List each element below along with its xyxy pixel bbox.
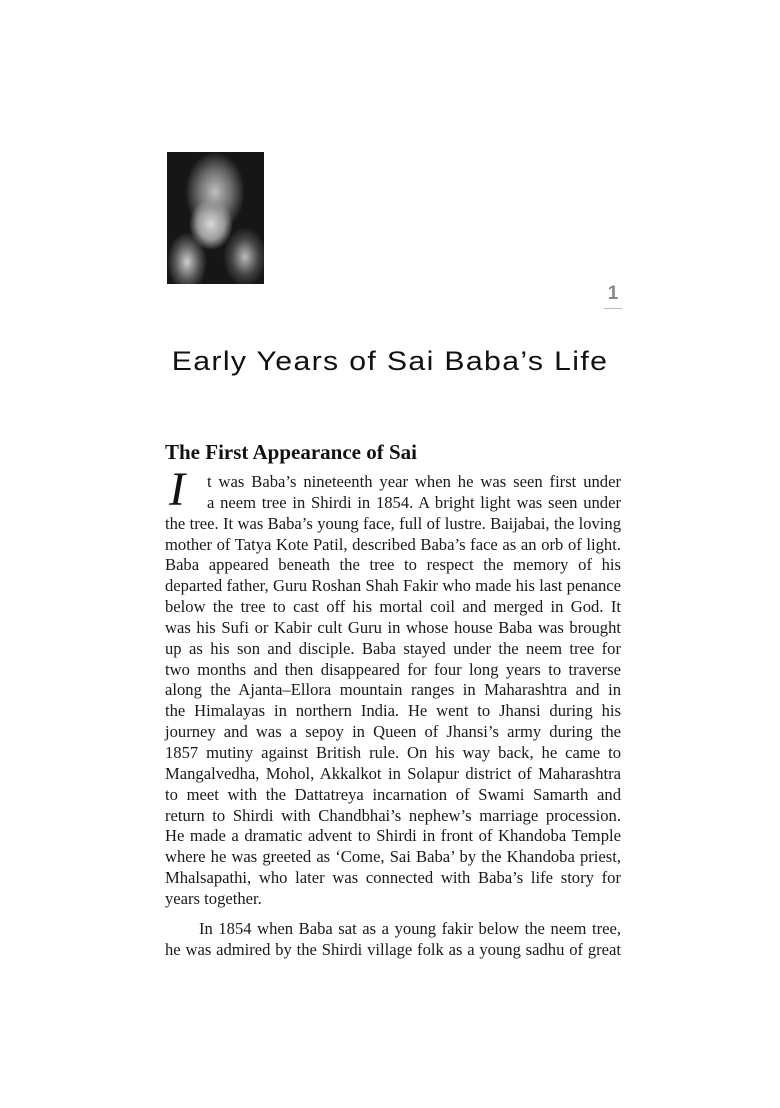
text-line: departed father, Guru Roshan Shah Fakir who made his last penance [165,576,621,596]
text-line: along the Ajanta–Ellora mountain ranges in Maharashtra and in [165,680,621,700]
text-line: he was admired by the Shirdi village folk as a young sadhu of great [165,939,621,959]
sai-baba-photo [167,152,264,284]
body-text [165,463,621,960]
text-line: years together. [165,888,262,908]
text-line: mother of Tatya Kote Patil, described Baba’s face as an orb of light. [165,534,621,554]
text-line: a neem tree in Shirdi in 1854. A bright light was seen under [207,492,621,512]
text-line: up as his son and disciple. Baba stayed under the neem tree for [165,638,621,658]
paragraph-1 [165,472,621,910]
text-line: In 1854 when Baba sat as a young fakir below the neem tree, [199,918,621,938]
chapter-title: Early Years of Sai Baba’s Life [171,346,609,376]
section-heading: The First Appearance of Sai [165,440,417,464]
text-line: the Himalayas in northern India. He went to Jhansi during his [165,701,621,721]
paragraph-2 [165,919,621,961]
text-line: to meet with the Dattatreya incarnation of Swami Samarth and [165,784,621,804]
text-line: Mangalvedha, Mohol, Akkalkot in Solapur district of Maharashtra [165,763,621,783]
text-line: t was Baba’s nineteenth year when he was seen first under [207,472,621,491]
text-line: journey and was a sepoy in Queen of Jhansi’s army during the [165,722,621,742]
drop-cap: I [169,463,185,516]
text-line: Baba appeared beneath the tree to respect the memory of his [165,555,621,575]
text-line: return to Shirdi with Chandbhai’s nephew’s marriage procession. [165,805,621,825]
text-line: two months and then disappeared for four long years to traverse [165,659,621,679]
text-line: He made a dramatic advent to Shirdi in front of Khandoba Temple [165,826,621,846]
text-line: the tree. It was Baba’s young face, full of lustre. Baijabai, the loving [165,513,621,533]
text-line: was his Sufi or Kabir cult Guru in whose house Baba was brought [165,617,621,637]
text-line: where he was greeted as ‘Come, Sai Baba’ by the Khandoba priest, [165,847,621,867]
text-line: below the tree to cast off his mortal coil and merged in God. It [165,597,621,617]
text-line: 1857 mutiny against British rule. On his way back, he came to [165,742,621,762]
text-line: Mhalsapathi, who later was connected with Baba’s life story for [165,868,621,888]
chapter-number: 1 [604,283,622,309]
